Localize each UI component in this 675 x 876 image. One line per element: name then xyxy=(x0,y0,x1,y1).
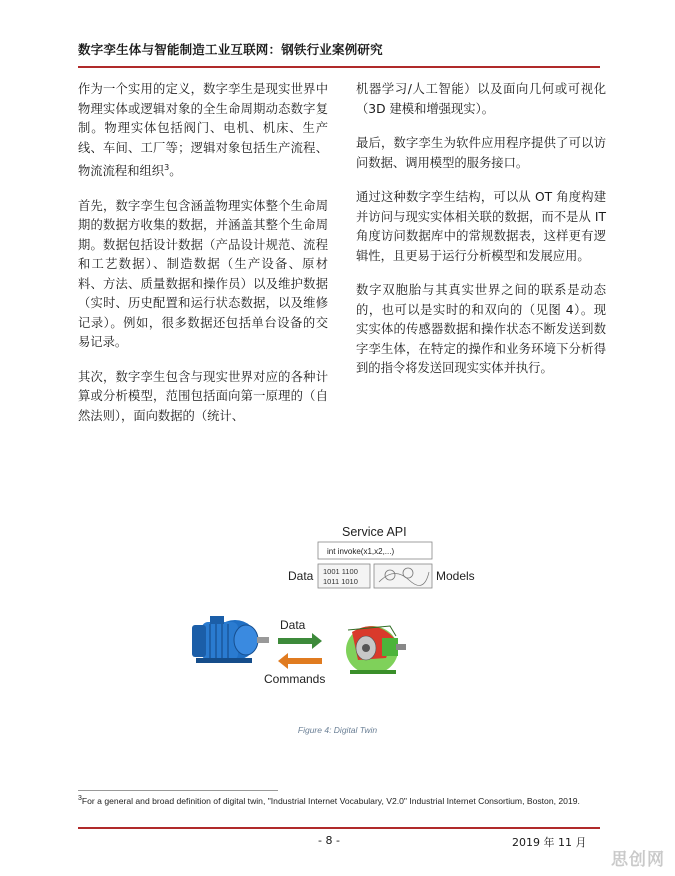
footnote-ref[interactable]: 3 xyxy=(164,163,170,172)
page-number: - 8 - xyxy=(318,834,340,847)
right-paragraph-4: 数字双胞胎与其真实世界之间的联系是动态的，也可以是实时的和双向的（见图 4）。现实实体的传感器数据和操作状态不断发送到数字孪生体，在特定的操作和业务环境下分析得到的指令将发送回现实实体并执行。 xyxy=(356,283,606,375)
footnote-rule xyxy=(78,790,278,791)
left-paragraph-2: 首先，数字孪生包含涵盖物理实体整个生命周期的数据方收集的数据，并涵盖其整个生命周期。数据包括设计数据（产品设计规范、流程和工艺数据）、制造数据（生产设备、原材料、方法、质量数据和操作员）以及维护数据（实时、历史配置和运行状态数据，以及维修记录）。例如，很多数据还包括单台设备的交易记录。 xyxy=(78,198,328,350)
left-column xyxy=(78,80,328,441)
left-paragraph-1: 作为一个实用的定义，数字孪生是现实世界中物理实体或逻辑对象的全生命周期动态数字复制。物理实体包括阀门、电机、机床、生产线、车间、工厂等；逻辑对象包括生产流程、物流流程和组织$^3$。 xyxy=(78,82,328,179)
digital-twin-figure xyxy=(180,520,500,695)
models-label: Models xyxy=(436,569,475,583)
invoke-signature: int invoke(x1,x2,...) xyxy=(327,547,395,556)
document-header-title: 数字孪生体与智能制造工业互联网：钢铁行业案例研究 xyxy=(78,42,383,57)
data-label: Data xyxy=(288,569,314,583)
right-paragraph-3: 通过这种数字孪生结构，可以从 OT 角度构建并访问与现实实体相关联的数据，而不是从 IT 角度访问数据库中的常规数据表，这样更有逻辑性，且更易于运行分析模型和发展应用。 xyxy=(356,190,606,263)
watermark-logo: 思创网 xyxy=(611,850,665,870)
footer-date: 2019 年 11 月 xyxy=(512,836,587,849)
left-paragraph-3: 其次，数字孪生包含与现实世界对应的各种计算或分析模型，范围包括面向第一原理的（自然法则），面向数据的（统计、 xyxy=(78,369,328,423)
binary-row-1: 1001 1100 xyxy=(323,567,358,576)
service-api-label: Service API xyxy=(342,525,407,539)
electric-motor-icon xyxy=(192,616,269,663)
binary-row-2: 1011 1010 xyxy=(323,577,358,586)
footnote: $^3$For a general and broad definition of digital twin, "Industrial Internet Vocabulary, V2.0" Industrial Internet Consortium, Boston, 2019. xyxy=(78,795,580,806)
figure-caption: Figure 4: Digital Twin xyxy=(297,725,378,735)
digital-motor-model-icon xyxy=(346,626,406,674)
commands-arrow-label: Commands xyxy=(264,672,326,686)
right-column xyxy=(356,80,606,394)
footer-rule xyxy=(78,827,600,829)
header-rule xyxy=(78,66,600,68)
data-arrow-label: Data xyxy=(280,618,306,632)
data-arrow xyxy=(278,633,322,649)
right-paragraph-1: 机器学习/人工智能）以及面向几何或可视化（3D 建模和增强现实）。 xyxy=(356,82,606,116)
commands-arrow xyxy=(278,653,322,669)
right-paragraph-2: 最后，数字孪生为软件应用程序提供了可以访问数据、调用模型的服务接口。 xyxy=(356,136,606,170)
